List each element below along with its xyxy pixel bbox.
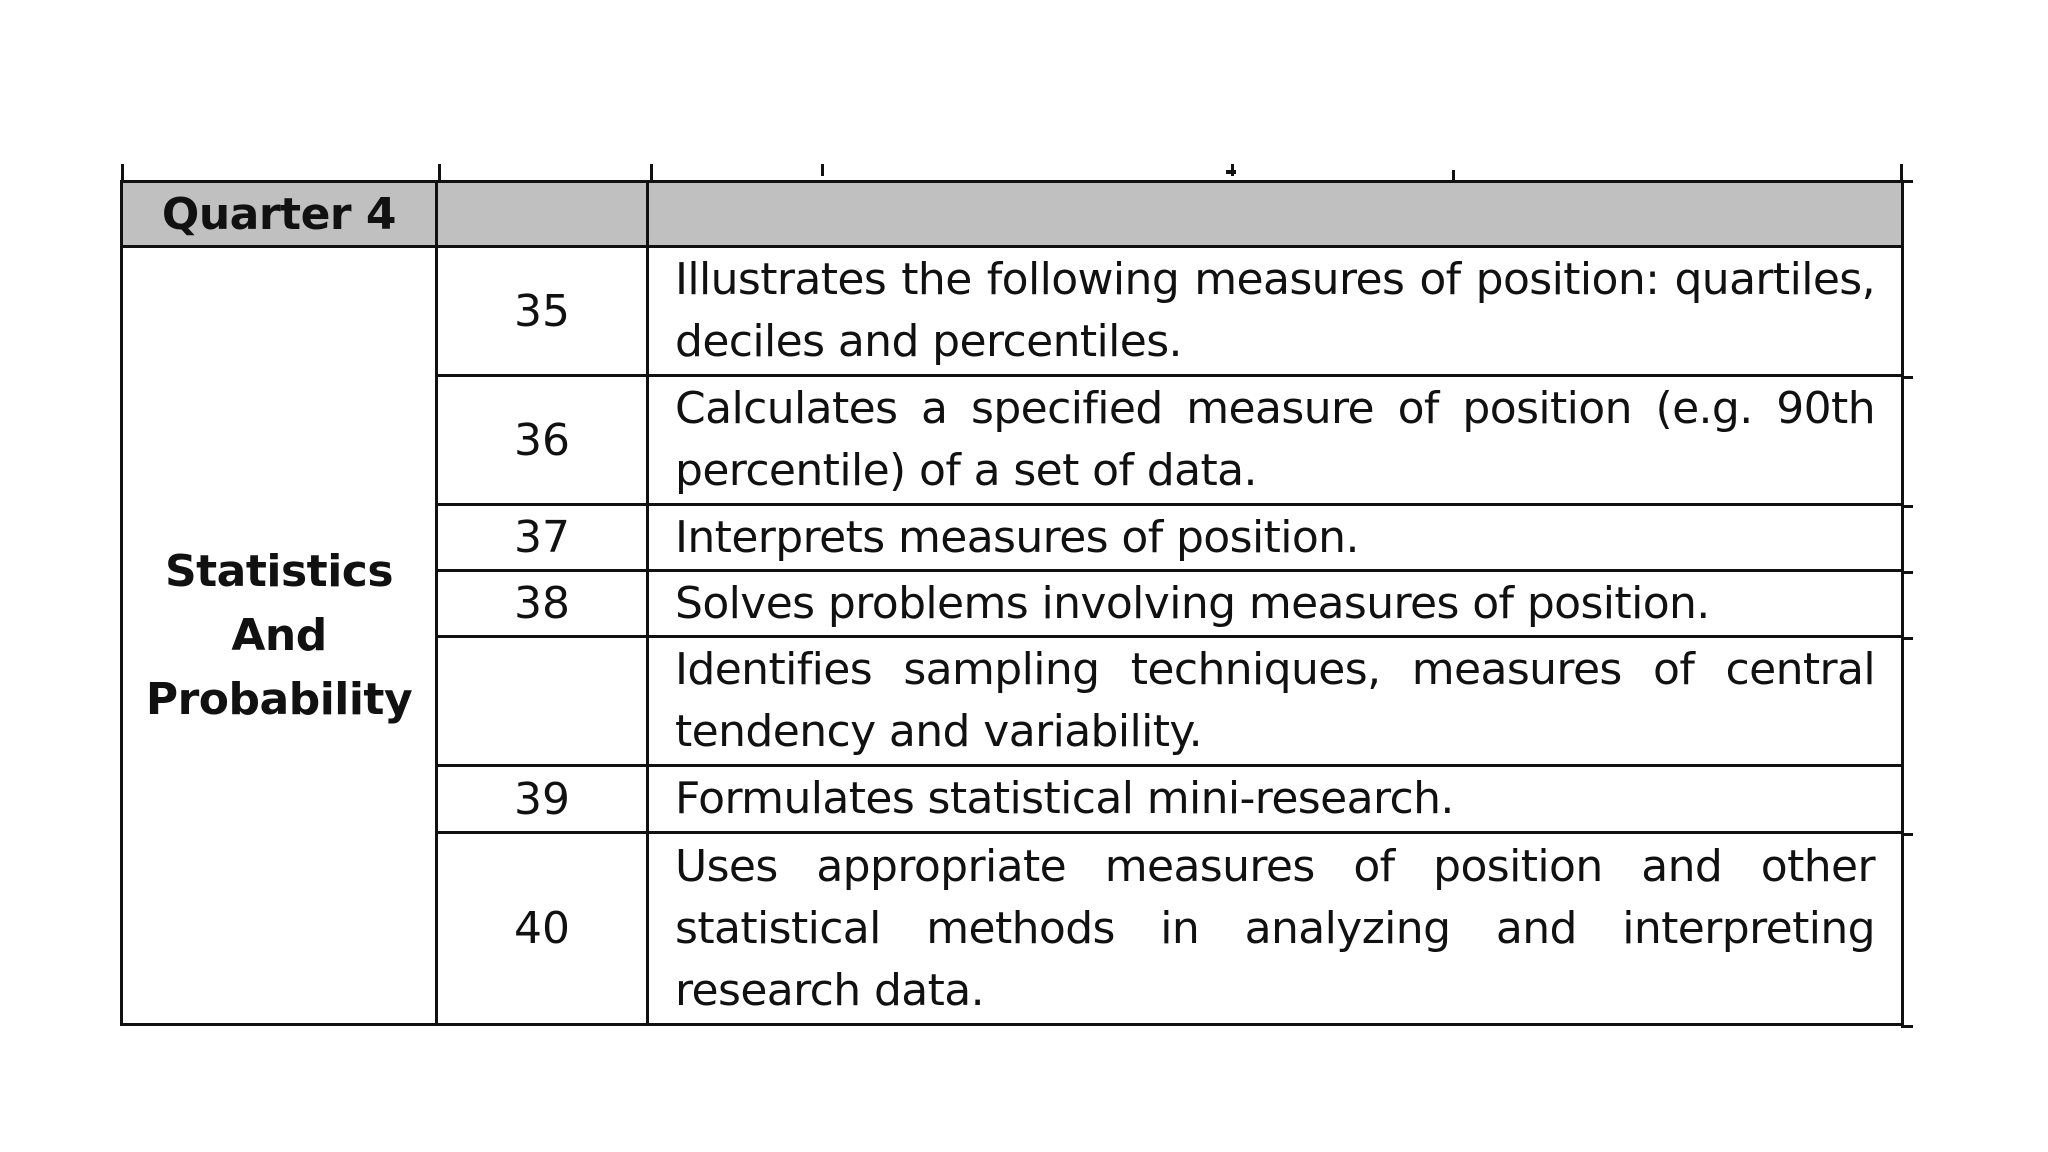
table-rule-stub <box>1901 505 1913 508</box>
clipped-text-fragment <box>1231 164 1234 176</box>
table-rule-stub <box>1901 571 1913 574</box>
competency-text: Calculates a specified measure of position (e.g. 90th percentile) of a set of data. <box>648 376 1903 505</box>
competency-text: Illustrates the following measures of position: quartiles, deciles and percentiles. <box>648 247 1903 376</box>
table-rule-stub <box>1901 376 1913 379</box>
quarter-header-row <box>122 182 1903 247</box>
strand-label-line: Statistics <box>164 545 394 597</box>
competency-text: Formulates statistical mini-research. <box>648 766 1903 833</box>
competency-code <box>437 637 648 766</box>
competency-text: Interprets measures of position. <box>648 505 1903 571</box>
competency-code: 35 <box>437 247 648 376</box>
strand-label-line: And <box>231 609 327 661</box>
competency-code: 39 <box>437 766 648 833</box>
competency-table <box>120 180 1904 1026</box>
competency-text: Identifies sampling techniques, measures of central tendency and variability. <box>648 637 1903 766</box>
table-rule-stub <box>1900 164 1903 180</box>
quarter-header-code-cell <box>437 182 648 247</box>
quarter-header-competency-cell <box>648 182 1903 247</box>
competency-code: 40 <box>437 833 648 1025</box>
quarter-label: Quarter 4 <box>122 182 437 247</box>
competency-code: 38 <box>437 571 648 637</box>
competency-code: 37 <box>437 505 648 571</box>
table-rule-stub <box>1901 833 1913 836</box>
competency-code: 36 <box>437 376 648 505</box>
competency-text: Uses appropriate measures of position and other statistical methods in analyzing and interpreting research data. <box>648 833 1903 1025</box>
strand-cell <box>122 247 437 1025</box>
table-rule-stub <box>1901 637 1913 640</box>
strand-label-line: Probability <box>145 673 413 725</box>
table-rule-stub <box>1901 180 1913 183</box>
table-rule-stub <box>1901 1025 1913 1028</box>
table-row <box>122 247 1903 376</box>
clipped-text-fragment <box>821 164 824 176</box>
competency-text: Solves problems involving measures of position. <box>648 571 1903 637</box>
